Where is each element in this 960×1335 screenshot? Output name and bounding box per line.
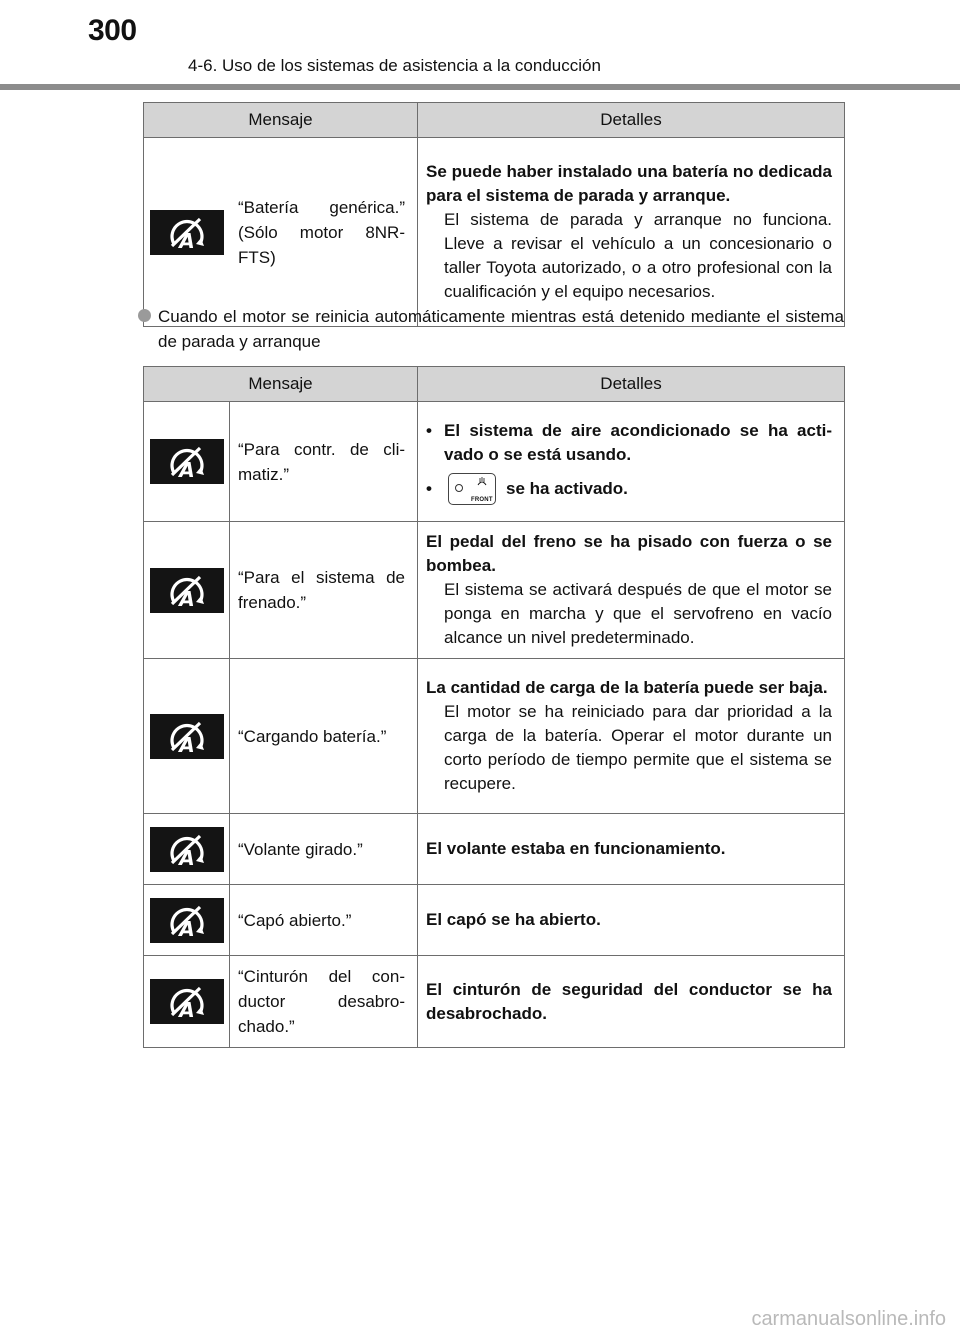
detail-heading: Se puede haber instalado una batería no dedicada para el sistema de parada y arranque.: [426, 162, 832, 205]
message-text: “Batería genérica.” (Sólo motor 8NR-FTS): [238, 197, 405, 267]
table-row: [144, 885, 845, 956]
detail-text: El sistema de parada y arranque no funciona. Lleve a revisar el vehículo a un concesionario o taller Toyota autorizado, o a otro profesional con la cualificación y el equipo necesarios.: [444, 210, 832, 301]
switch-label: FRONT: [471, 496, 493, 503]
message-table-1: [143, 102, 845, 327]
icon-cell: [144, 522, 230, 659]
details-cell: [418, 522, 845, 659]
stop-start-off-icon: [150, 568, 224, 613]
message-cell: “Cinturón del conductor desabrochado.”: [230, 956, 418, 1048]
icon-cell: [144, 956, 230, 1048]
details-cell: El capó se ha abierto.: [418, 885, 845, 956]
bullet-dot: [138, 309, 151, 322]
table-header-row: [144, 367, 845, 402]
table-row: [144, 956, 845, 1048]
svg-text:A: A: [179, 998, 195, 1022]
svg-text:A: A: [179, 916, 195, 941]
svg-text:A: A: [179, 732, 195, 757]
header-details: Detalles: [418, 103, 845, 138]
indicator-light-icon: [455, 484, 463, 492]
front-defogger-switch-icon: [448, 473, 496, 505]
stop-start-off-icon: [150, 210, 224, 255]
stop-start-off-icon: [150, 979, 224, 1024]
detail-bullet: [426, 473, 832, 505]
section-title: 4-6. Uso de los sistemas de asistencia a la conducción: [188, 56, 601, 75]
list-item-text: Cuando el motor se reinicia automáticamente mientras está detenido mediante el sistema de parada y arranque: [158, 307, 844, 351]
message-cell: “Cargando batería.”: [230, 659, 418, 814]
message-cell: “Volante girado.”: [230, 814, 418, 885]
page-number: 300: [88, 14, 137, 47]
message-table-2: [143, 366, 845, 1048]
detail-heading: La cantidad de carga de la batería puede ser baja.: [426, 678, 828, 697]
details-cell: [418, 659, 845, 814]
header-details: Detalles: [418, 367, 845, 402]
table-row: [144, 138, 845, 327]
table-row: [144, 522, 845, 659]
detail-heading: El pedal del freno se ha pisado con fuerza o se bombea.: [426, 532, 833, 575]
message-cell: “Capó abierto.”: [230, 885, 418, 956]
table-row: [144, 402, 845, 522]
icon-cell: [144, 885, 230, 956]
header-message: Mensaje: [144, 367, 418, 402]
header-message: Mensaje: [144, 103, 418, 138]
message-cell: “Para el sistema de frenado.”: [230, 522, 418, 659]
stop-start-off-icon: [150, 439, 224, 484]
svg-text:A: A: [179, 228, 195, 253]
detail-text: El sistema se activará después de que el motor se ponga en marcha y que el servofreno en vacío alcance un nivel predeterminado.: [444, 580, 833, 647]
watermark: carmanualsonline.info: [751, 1308, 946, 1330]
stop-start-off-icon: [150, 898, 224, 943]
svg-text:A: A: [179, 586, 195, 611]
defrost-icon: [476, 477, 488, 487]
table-header-row: [144, 103, 845, 138]
bullet-text: El sistema de aire acondicionado se ha activado o se está usando.: [444, 420, 833, 464]
icon-cell: [144, 402, 230, 522]
detail-bullet: [426, 419, 832, 467]
details-cell: El volante estaba en funcionamiento.: [418, 814, 845, 885]
bullet-mark: •: [426, 478, 432, 498]
svg-text:A: A: [179, 458, 195, 482]
message-cell-group: [144, 138, 418, 327]
icon-cell: [144, 659, 230, 814]
detail-text: El motor se ha reiniciado para dar prioridad a la carga de la batería. Operar el motor durante un corto período de tiempo permite que el sistema se recupere.: [444, 702, 833, 793]
header-rule: [0, 84, 960, 90]
stop-start-off-icon: [150, 714, 224, 759]
icon-cell: [144, 210, 230, 255]
svg-text:A: A: [179, 845, 195, 870]
details-cell: El cinturón de seguridad del conductor se ha desabrochado.: [418, 956, 845, 1048]
message-cell: “Para contr. de climatiz.”: [230, 402, 418, 522]
stop-start-off-icon: [150, 827, 224, 872]
bullet-text: se ha activado.: [506, 478, 628, 498]
details-cell: [418, 138, 845, 327]
icon-cell: [144, 814, 230, 885]
table-row: [144, 814, 845, 885]
table-row: [144, 659, 845, 814]
list-item: [138, 304, 844, 354]
details-cell: [418, 402, 845, 522]
bullet-mark: •: [426, 420, 432, 440]
